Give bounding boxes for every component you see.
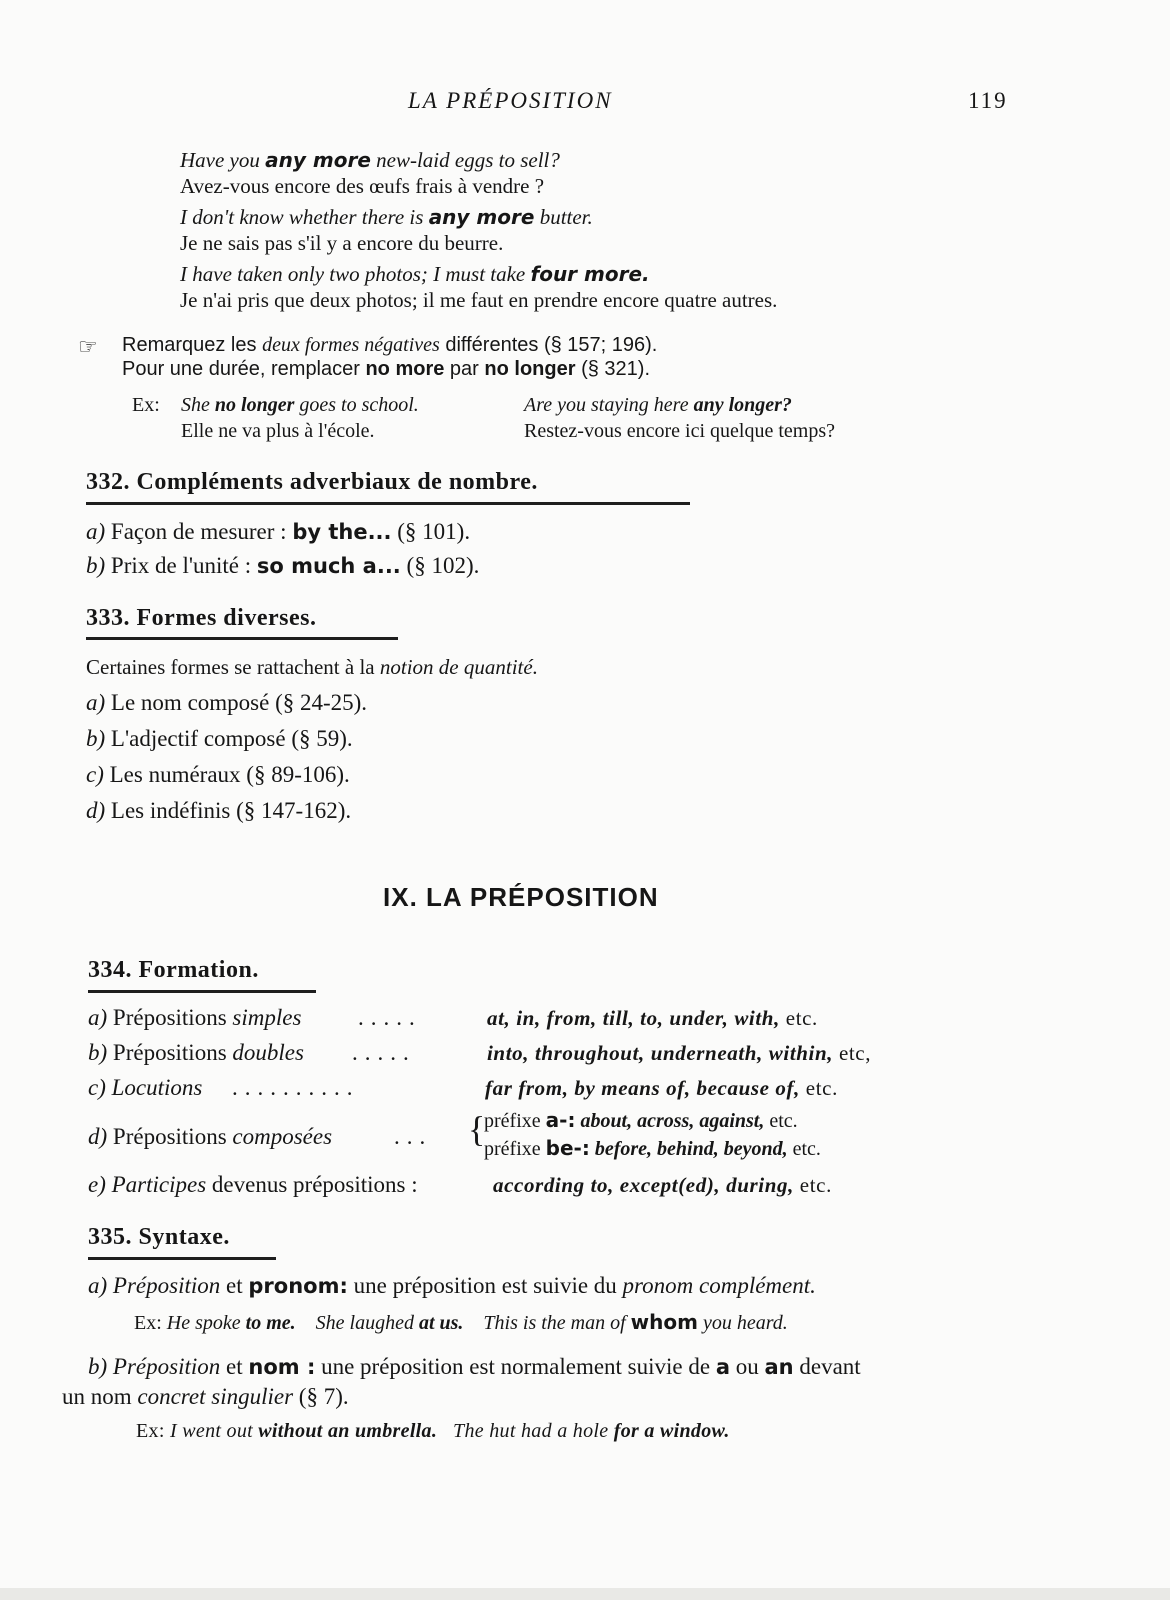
section-333-item-a: a) Le nom composé (§ 24-25). [86, 690, 368, 715]
section-332-item-b: b) Prix de l'unité : so much a... (§ 102). [86, 553, 480, 578]
scan-edge [0, 1588, 1170, 1600]
section-332-title: 332. Compléments adverbiaux de nombre. [86, 469, 538, 495]
section-333-item-b: b) L'adjectif composé (§ 59). [86, 726, 353, 751]
section-335-b-line-2: un nom concret singulier (§ 7). [62, 1384, 349, 1409]
formation-e-examples: according to, except(ed), during, etc. [493, 1173, 832, 1197]
remark-line-2: Pour une durée, remplacer no more par no longer (§ 321). [122, 358, 650, 380]
example-en-3: I have taken only two photos; I must take four more. [180, 262, 650, 286]
section-333-item-d: d) Les indéfinis (§ 147-162). [86, 798, 352, 823]
section-334-rule [88, 990, 316, 993]
section-332-rule [86, 502, 690, 505]
section-335-b-line-1: b) Préposition et nom : une préposition est normalement suivie de a ou an devant [88, 1354, 861, 1379]
remark-ex-1: She no longer goes to school. [181, 394, 419, 416]
remark-ex-label: Ex: [132, 394, 160, 416]
section-333-item-c: c) Les numéraux (§ 89-106). [86, 762, 350, 787]
pointing-hand-icon: ☞ [78, 334, 98, 359]
leader-dots: ..... [352, 1040, 416, 1065]
section-335-a: a) Préposition et pronom: une préposition est suivie du pronom complément. [88, 1273, 816, 1298]
leader-dots: ..... [358, 1005, 422, 1030]
leader-dots: ... [394, 1124, 433, 1149]
remark-ex-2-fr: Restez-vous encore ici quelque temps? [524, 420, 835, 442]
remark-ex-1-fr: Elle ne va plus à l'école. [181, 420, 375, 442]
formation-d-label: d) Prépositions composées [88, 1124, 333, 1149]
section-335-rule [88, 1257, 276, 1260]
page-number: 119 [968, 88, 1008, 113]
formation-a-examples: at, in, from, till, to, under, with, etc. [487, 1006, 818, 1030]
example-en-1: Have you any more new-laid eggs to sell? [180, 148, 560, 172]
formation-b-examples: into, throughout, underneath, within, etc, [487, 1041, 872, 1065]
example-fr-3: Je n'ai pris que deux photos; il me faut en prendre encore quatre autres. [180, 288, 778, 312]
formation-c-examples: far from, by means of, because of, etc. [485, 1076, 838, 1100]
running-title: LA PRÉPOSITION [408, 88, 613, 113]
section-334-title: 334. Formation. [88, 957, 259, 983]
formation-d-prefix-a: préfixe a-: about, across, against, etc. [484, 1108, 798, 1132]
formation-a-label: a) Prépositions simples [88, 1005, 302, 1030]
formation-e-label: e) Participes devenus prépositions : [88, 1172, 418, 1197]
example-fr-2: Je ne sais pas s'il y a encore du beurre. [180, 231, 504, 255]
remark-ex-2: Are you staying here any longer? [524, 394, 792, 416]
section-335-a-examples: Ex: He spoke to me. She laughed at us. This is the man of whom you heard. [134, 1310, 788, 1334]
formation-b-label: b) Prépositions doubles [88, 1040, 304, 1065]
remark-line-1: Remarquez les deux formes négatives différentes (§ 157; 196). [122, 334, 658, 356]
formation-d-prefix-be: préfixe be-: before, behind, beyond, etc. [484, 1136, 821, 1160]
example-en-2: I don't know whether there is any more butter. [180, 205, 593, 229]
section-335-b-examples: Ex: I went out without an umbrella. The hut had a hole for a window. [136, 1420, 730, 1442]
example-fr-1: Avez-vous encore des œufs frais à vendre ? [180, 174, 545, 198]
section-333-rule [86, 637, 398, 640]
section-333-intro: Certaines formes se rattachent à la notion de quantité. [86, 655, 538, 679]
leader-dots: .......... [232, 1075, 360, 1100]
chapter-title: IX. LA PRÉPOSITION [383, 882, 659, 912]
section-332-item-a: a) Façon de mesurer : by the... (§ 101). [86, 519, 471, 544]
formation-c-label: c) Locutions [88, 1075, 203, 1100]
section-333-title: 333. Formes diverses. [86, 605, 317, 631]
brace-icon: { [468, 1109, 486, 1149]
section-335-title: 335. Syntaxe. [88, 1224, 230, 1250]
